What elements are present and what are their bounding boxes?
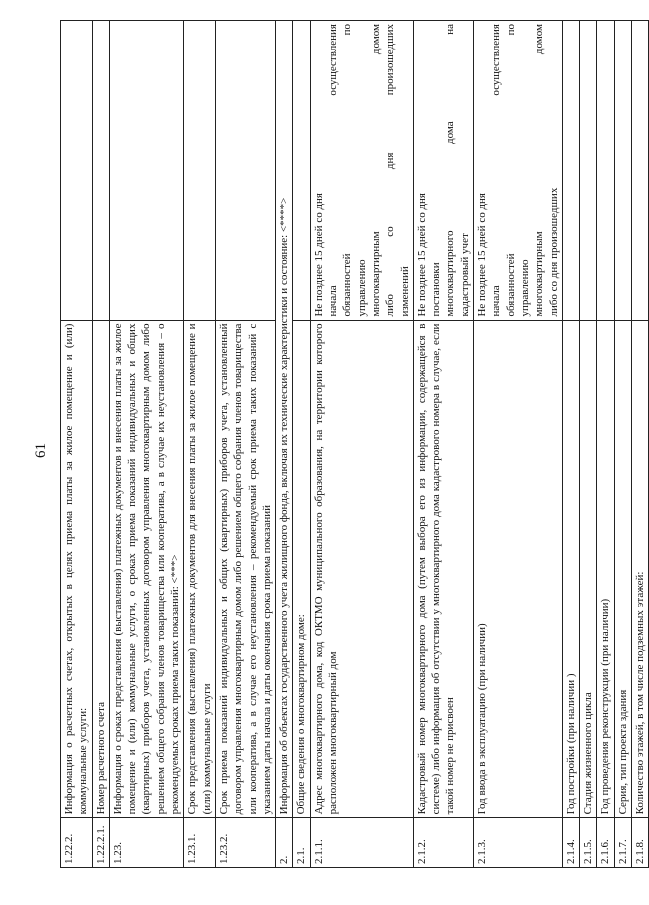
row-deadline (293, 21, 310, 321)
row-number: 2.1.7. (614, 818, 631, 868)
deadline-line: Не позднее 15 дней со дня (476, 193, 489, 317)
row-description: Срок приема показаний индивидуальных и общих (квартирных) приборов учета, установленный договором управления многоквартирным домом либо решением общего собрания членов товарищества или кооператива, а в случае его неустановления – рекомендуемый срок приема таких показаний с указанием даты начала и даты окончания срока приема показаний (215, 320, 275, 818)
table-row (614, 21, 631, 868)
row-deadline (631, 21, 648, 321)
deadline-line: управлению (355, 259, 368, 317)
row-description: Год постройки (при наличии ) (562, 320, 579, 818)
row-number: 2.1.2. (413, 818, 473, 868)
row-description: Общие сведения о многоквартирном доме: (293, 320, 310, 818)
row-number: 1.22.2.1. (92, 818, 109, 868)
row-deadline (184, 21, 216, 321)
row-deadline (92, 21, 109, 321)
row-number: 2.1.8. (631, 818, 648, 868)
row-description: Адрес многоквартирного дома, код ОКТМО муниципального образования, на территории которого расположен многоквартирный дом (310, 320, 413, 818)
page-number: 61 (33, 443, 49, 458)
row-number: 2.1.6. (597, 818, 614, 868)
deadline-line: обязанностей по (504, 24, 517, 317)
deadline-line: Не позднее 15 дней со дня (312, 193, 325, 317)
deadline-line: обязанностей по (341, 24, 354, 317)
row-number: 1.22.2. (61, 818, 93, 868)
row-deadline (614, 21, 631, 321)
document-table-sheet (60, 20, 646, 868)
row-number: 2.1.3. (474, 818, 563, 868)
housing-info-table (60, 20, 649, 868)
table-row (92, 21, 109, 868)
table-row (631, 21, 648, 868)
deadline-line: изменений (398, 266, 411, 317)
row-number: 1.23. (109, 818, 183, 868)
row-deadline (109, 21, 183, 321)
row-description: Информация о сроках представления (выставления) платежных документов и внесения платы за жилое помещение и (или) коммунальные услуги, о сроках приема показаний индивидуальных и общих (квартирных) приборов учета, установленных договором управления многоквартирным домом либо решением общего собрания членов товарищества или кооператива, а в случае их неустановления – о рекомендуемых сроках приема таких показаний: <***> (109, 320, 183, 818)
deadline-line: постановки (430, 262, 443, 317)
deadline-line: начала осуществления (490, 24, 503, 317)
row-description: Кадастровый номер многоквартирного дома (путем выбора его из информации, содержащейся в системе) либо информация об отсутствии у многоквартирного дома кадастрового номера в случае, если такой номер не присвоен (413, 320, 473, 818)
table-row (276, 21, 293, 868)
row-description: Информация об объектах государственного учета жилищного фонда, включая их технические характеристики и состояние: <****> (276, 21, 293, 818)
table-row (184, 21, 216, 868)
row-description: Номер расчетного счета (92, 320, 109, 818)
deadline-line: Не позднее 15 дней со дня (415, 193, 428, 317)
deadline-line: многоквартирным домом (533, 24, 546, 317)
table-row (215, 21, 275, 868)
table-row (597, 21, 614, 868)
row-number: 2.1.1. (310, 818, 413, 868)
deadline-line: многоквартирного дома на (444, 24, 457, 317)
row-number: 2.1. (293, 818, 310, 868)
row-deadline (413, 21, 473, 321)
table-row (310, 21, 413, 868)
row-description: Информация о расчетных счетах, открытых в целях приема платы за жилое помещение и (или) коммунальные услуги: (61, 320, 93, 818)
row-description: Серия, тип проекта здания (614, 320, 631, 818)
row-deadline (61, 21, 93, 321)
row-number: 2.1.4. (562, 818, 579, 868)
deadline-line: либо со дня произошедших (547, 187, 560, 317)
table-row (413, 21, 473, 868)
row-description: Год ввода в эксплуатацию (при наличии) (474, 320, 563, 818)
table-row (293, 21, 310, 868)
row-number: 2. (276, 818, 293, 868)
row-deadline (215, 21, 275, 321)
row-deadline (580, 21, 597, 321)
row-description: Стадия жизненного цикла (580, 320, 597, 818)
row-deadline (474, 21, 563, 321)
table-row (580, 21, 597, 868)
deadline-line: кадастровый учет (458, 233, 471, 317)
row-deadline (597, 21, 614, 321)
table-row (474, 21, 563, 868)
row-description: Год проведения реконструкции (при наличии) (597, 320, 614, 818)
row-number: 1.23.1. (184, 818, 216, 868)
table-row (109, 21, 183, 868)
deadline-line: начала осуществления (327, 24, 340, 317)
row-description: Количество этажей, в том числе подземных этажей: (631, 320, 648, 818)
row-description: Срок представления (выставления) платежных документов для внесения платы за жилое помещение и (или) коммунальные услуги (184, 320, 216, 818)
row-number: 2.1.5. (580, 818, 597, 868)
table-row (61, 21, 93, 868)
deadline-line: либо со дня произошедших (384, 24, 397, 317)
table-row (562, 21, 579, 868)
deadline-line: многоквартирным домом (369, 24, 382, 317)
row-deadline (562, 21, 579, 321)
row-deadline (310, 21, 413, 321)
row-number: 1.23.2. (215, 818, 275, 868)
deadline-line: управлению (518, 259, 531, 317)
